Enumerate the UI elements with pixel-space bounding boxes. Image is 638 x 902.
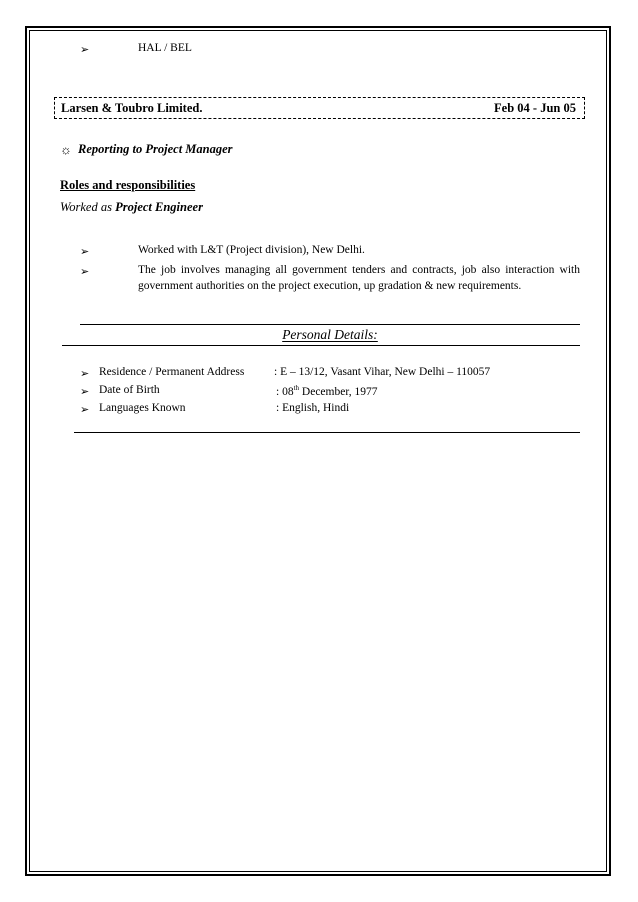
bullet-icon: ➢ [80, 265, 90, 278]
company-period: Feb 04 - Jun 05 [494, 100, 576, 115]
worked-as-prefix: Worked as [60, 200, 112, 214]
section-divider [62, 345, 580, 346]
dob-label: Date of Birth [99, 384, 160, 396]
worked-as-role: Project Engineer [115, 200, 203, 214]
bullet-icon: ➢ [80, 43, 90, 56]
roles-heading: Roles and responsibilities [60, 178, 196, 192]
residence-value: : E – 13/12, Vasant Vihar, New Delhi – 110057 [274, 366, 491, 378]
bullet-icon: ➢ [80, 245, 90, 258]
top-item-text: HAL / BEL [138, 42, 192, 54]
dob-value: : 08th December, 1977 [276, 384, 378, 398]
responsibility-text: Worked with L&T (Project division), New Delhi. [138, 244, 365, 256]
personal-details-title: Personal Details: [282, 327, 378, 342]
sun-icon: ☼ [60, 142, 72, 157]
company-name: Larsen & Toubro Limited. [61, 100, 203, 115]
responsibility-text: The job involves managing all government tenders and contracts, job also interaction with government authorities on the project execution, up gradation & new requirements. [138, 264, 580, 292]
company-header [54, 97, 585, 119]
bullet-icon: ➢ [80, 367, 90, 380]
bullet-icon: ➢ [80, 403, 90, 416]
section-divider [80, 324, 580, 325]
residence-label: Residence / Permanent Address [99, 366, 245, 378]
worked-as-line [60, 200, 203, 215]
languages-value: : English, Hindi [276, 402, 350, 414]
bullet-icon: ➢ [80, 385, 90, 398]
section-divider [74, 432, 580, 433]
reporting-text: Reporting to Project Manager [78, 142, 233, 156]
languages-label: Languages Known [99, 402, 186, 414]
